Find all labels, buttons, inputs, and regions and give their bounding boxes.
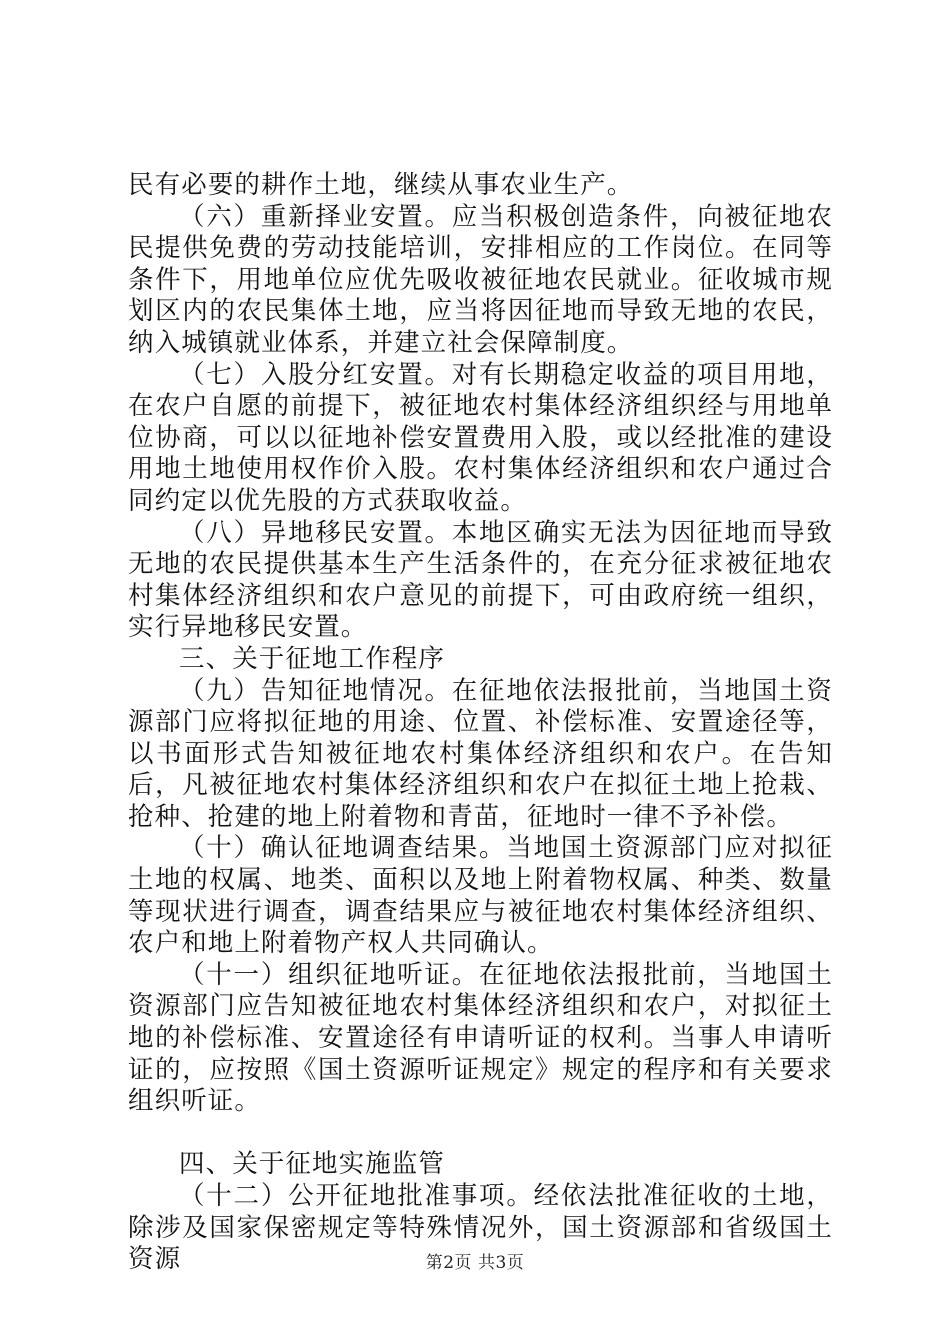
paragraph-item-9: （九）告知征地情况。在征地依法报批前，当地国土资源部门应将拟征地的用途、位置、补偿标准、安置途径等，以书面形式告知被征地农村集体经济组织和农户。在告知后，凡被征地农村集体经济组织和农户在拟征土地上抢栽、抢种、抢建的地上附着物和青苗，征地时一律不予补偿。: [128, 675, 833, 832]
page-number-footer: 第2页 共3页: [425, 1253, 525, 1273]
paragraph-item-11: （十一）组织征地听证。在征地依法报批前，当地国土资源部门应告知被征地农村集体经济组织和农户，对拟征土地的补偿标准、安置途径有申请听证的权利。当事人申请听证的，应按照《国土资源听证规定》规定的程序和有关要求组织听证。: [128, 959, 833, 1117]
document-body: [128, 170, 833, 1276]
paragraph-item-8: （八）异地移民安置。本地区确实无法为因征地而导致无地的农民提供基本生产生活条件的，在充分征求被征地农村集体经济组织和农户意见的前提下，可由政府统一组织，实行异地移民安置。: [128, 517, 833, 643]
paragraph-continuation: 民有必要的耕作土地，继续从事农业生产。: [128, 170, 634, 200]
paragraph-item-12: （十二）公开征地批准事项。经依法批准征收的土地，除涉及国家保密规定等特殊情况外，国土资源部和省级国土资源: [128, 1181, 833, 1275]
paragraph-item-6: （六）重新择业安置。应当积极创造条件，向被征地农民提供免费的劳动技能培训，安排相应的工作岗位。在同等条件下，用地单位应优先吸收被征地农民就业。征收城市规划区内的农民集体土地，应当将因征地而导致无地的农民，纳入城镇就业体系，并建立社会保障制度。: [128, 201, 833, 358]
section-heading-4: 四、关于征地实施监管: [179, 1149, 446, 1180]
paragraph-item-10: （十）确认征地调查结果。当地国土资源部门应对拟征土地的权属、地类、面积以及地上附着物权属、种类、数量等现状进行调查，调查结果应与被征地农村集体经济组织、农户和地上附着物产权人共同确认。: [128, 833, 833, 959]
paragraph-item-7: （七）入股分红安置。对有长期稳定收益的项目用地，在农户自愿的前提下，被征地农村集体经济组织经与用地单位协商，可以以征地补偿安置费用入股，或以经批准的建设用地土地使用权作价入股。农村集体经济组织和农户通过合同约定以优先股的方式获取收益。: [128, 359, 833, 516]
blank-line: [128, 1118, 833, 1150]
section-heading-3: 三、关于征地工作程序: [179, 643, 446, 674]
